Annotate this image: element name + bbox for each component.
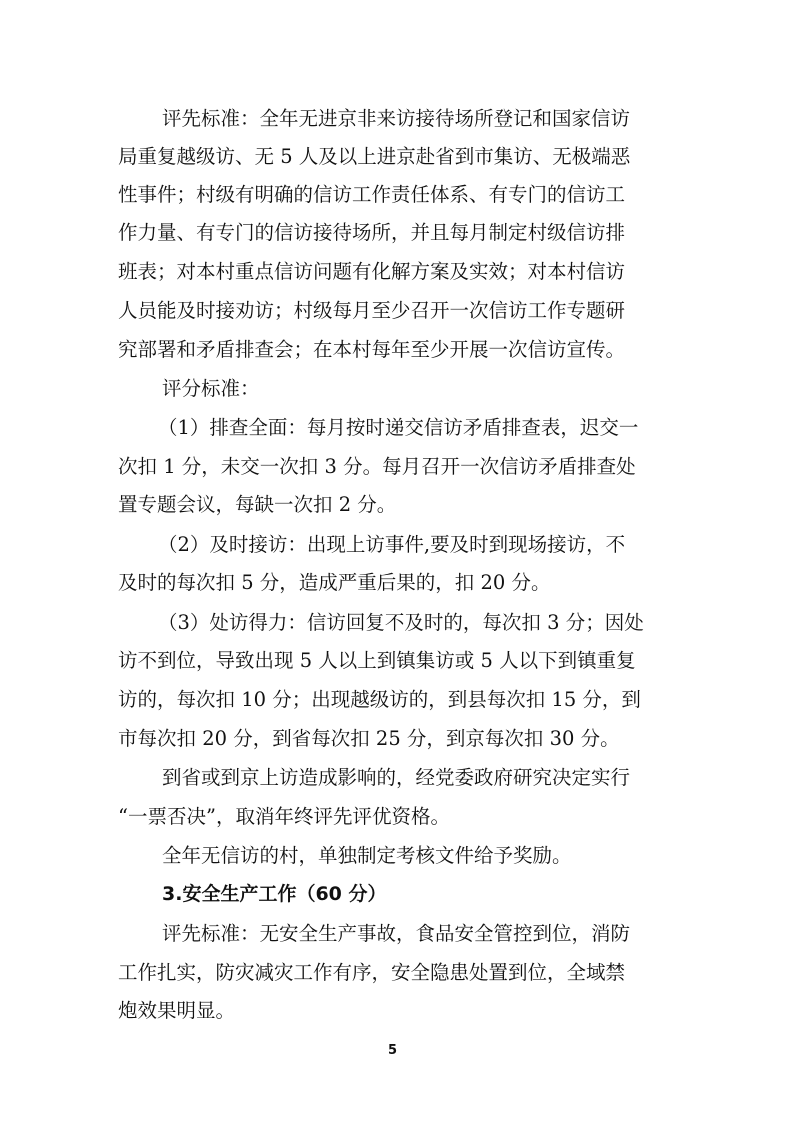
text-line: （1）排查全面：每月按时递交信访矛盾排查表，迟交一 xyxy=(158,416,639,439)
text-line: 置专题会议，每缺一次扣 2 分。 xyxy=(118,493,397,516)
text-line: 作力量、有专门的信访接待场所，并且每月制定村级信访排 xyxy=(118,221,626,244)
text-line: 班表；对本村重点信访问题有化解方案及实效；对本村信访 xyxy=(118,260,626,283)
text-line: 评分标准： xyxy=(162,377,260,400)
text-line: 市每次扣 20 分，到省每次扣 25 分，到京每次扣 30 分。 xyxy=(118,727,620,750)
text-line: 性事件；村级有明确的信访工作责任体系、有专门的信访工 xyxy=(118,183,626,206)
text-line: （3）处访得力：信访回复不及时的，每次扣 3 分；因处 xyxy=(158,611,644,634)
section-heading: 3.安全生产工作（60 分） xyxy=(162,883,387,905)
text-line: 访的，每次扣 10 分；出现越级访的，到县每次扣 15 分，到 xyxy=(118,688,641,711)
text-line: 全年无信访的村，单独制定考核文件给予奖励。 xyxy=(162,844,572,867)
text-line: 局重复越级访、无 5 人及以上进京赴省到市集访、无极端恶 xyxy=(118,145,631,168)
text-line: 次扣 1 分，未交一次扣 3 分。每月召开一次信访矛盾排查处 xyxy=(118,455,636,478)
text-line: 评先标准：全年无进京非来访接待场所登记和国家信访 xyxy=(162,107,631,130)
text-line: 及时的每次扣 5 分，造成严重后果的，扣 20 分。 xyxy=(118,571,551,594)
text-line: 访不到位，导致出现 5 人以上到镇集访或 5 人以下到镇重复 xyxy=(118,649,636,672)
page-number: 5 xyxy=(388,1043,398,1058)
text-line: 炮效果明显。 xyxy=(118,999,236,1022)
text-line: 工作扎实，防灾减灾工作有序，安全隐患处置到位，全域禁 xyxy=(118,961,626,984)
text-line: 到省或到京上访造成影响的，经党委政府研究决定实行 xyxy=(162,766,631,789)
text-line: “一票否决”，取消年终评先评优资格。 xyxy=(118,805,450,828)
text-line: 究部署和矛盾排查会；在本村每年至少开展一次信访宣传。 xyxy=(118,338,626,361)
text-line: 评先标准：无安全生产事故，食品安全管控到位，消防 xyxy=(162,922,631,945)
text-line: （2）及时接访：出现上访事件,要及时到现场接访，不 xyxy=(158,533,626,556)
text-line: 人员能及时接劝访；村级每月至少召开一次信访工作专题研 xyxy=(118,299,626,322)
